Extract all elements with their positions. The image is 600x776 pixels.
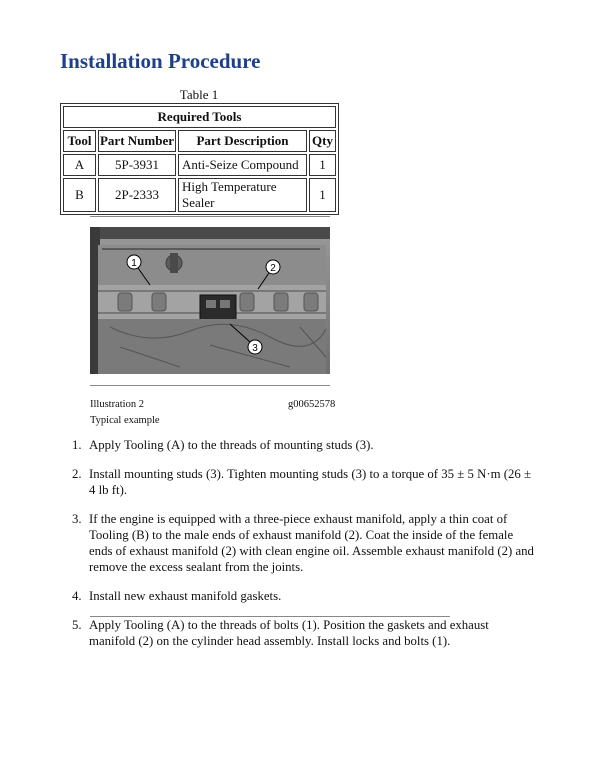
description-cell: High Temperature Sealer	[178, 178, 307, 212]
table-title: Required Tools	[63, 106, 336, 128]
step-item	[68, 437, 538, 453]
page-title: Installation Procedure	[60, 49, 261, 73]
table-row	[63, 154, 336, 176]
tool-cell: B	[63, 178, 96, 212]
description-cell: Anti-Seize Compound	[178, 154, 307, 176]
step-text: Apply Tooling (A) to the threads of bolts (1). Position the gaskets and exhaust manifold (2) on the cylinder head assembly. Install locks and bolts (1).	[89, 618, 489, 648]
divider	[90, 385, 330, 386]
illustration-code: g00652578	[288, 399, 336, 410]
qty-cell: 1	[309, 154, 336, 176]
step-item	[68, 588, 538, 604]
divider	[90, 216, 330, 217]
callout-1: 1	[131, 258, 137, 269]
procedure-steps	[68, 437, 538, 662]
callout-2: 2	[270, 263, 276, 274]
column-header-part-number: Part Number	[98, 130, 176, 152]
step-number: 5.	[72, 618, 82, 632]
step-text: Install new exhaust manifold gaskets.	[89, 589, 282, 603]
part-number-cell: 5P-3931	[98, 154, 176, 176]
step-item	[68, 466, 538, 498]
column-header-part-description: Part Description	[178, 130, 307, 152]
step-text: If the engine is equipped with a three-piece exhaust manifold, apply a thin coat of Tooling (B) to the male ends of exhaust manifold (2). Coat the inside of the female ends of exhaust manifold (2) with clean engine oil. Assemble exhaust manifold (2) and remove the excess sealant from the joints.	[89, 512, 534, 574]
step-text: Install mounting studs (3). Tighten mounting studs (3) to a torque of 35 ± 5 N·m (26 ± 4 lb ft).	[89, 467, 532, 497]
step-number: 1.	[72, 438, 82, 452]
step-text: Apply Tooling (A) to the threads of mounting studs (3).	[89, 438, 374, 452]
step-number: 3.	[72, 512, 82, 526]
step-number: 2.	[72, 467, 82, 481]
table-row	[63, 178, 336, 212]
illustration-caption: Typical example	[90, 415, 160, 426]
illustration-label: Illustration 2	[90, 399, 144, 410]
tool-cell: A	[63, 154, 96, 176]
divider	[90, 616, 450, 617]
part-number-cell: 2P-2333	[98, 178, 176, 212]
table-caption: Table 1	[179, 87, 219, 102]
column-header-tool: Tool	[63, 130, 96, 152]
callout-3: 3	[252, 343, 258, 354]
step-number: 4.	[72, 589, 82, 603]
table-header-row	[63, 130, 336, 152]
required-tools-table	[60, 103, 339, 215]
step-item	[68, 511, 538, 575]
column-header-qty: Qty	[309, 130, 336, 152]
qty-cell: 1	[309, 178, 336, 212]
step-item	[68, 617, 538, 649]
engine-illustration	[90, 227, 330, 374]
